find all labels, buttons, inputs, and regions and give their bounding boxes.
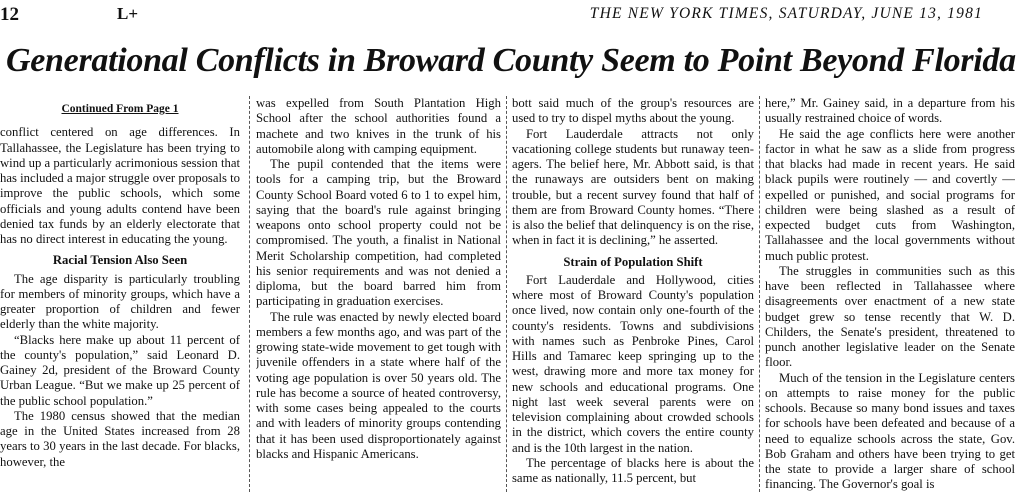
paragraph: here,” Mr. Gainey said, in a departure from his usually restrained choice of words. [765,96,1015,126]
column-rule [759,96,760,492]
paragraph: The rule was enacted by newly elected board members a few months ago, and was part of the growing state-wide movement to get tough with juvenile offenders in a state where half of the voting age population is over 50 years old. The rule has become a source of heated controversy, with some cases being appealed to the courts and with leaders of minority groups contending that it has been used disproportionately against blacks and Hispanic Americans. [256,309,501,461]
headline: Generational Conflicts in Broward County Seem to Point Beyond Florida [6,42,1016,79]
paragraph: Fort Lauderdale and Hollywood, cities where most of Broward County's population once lived, now contain only one-fourth of the county's residents. Towns and subdivisions with names such as Penbroke Pines, Carol Hills and Tamarec keep springing up to the west, drawing more and more tax money for new schools and educational programs. One night last week several parents were on television complaining about crowded schools in the district, which covers the entire county and is the 10th largest in the nation. [512,272,754,455]
subheading: Racial Tension Also Seen [52,253,188,268]
article-column-3 [512,96,754,492]
article-column-1 [0,96,240,492]
continued-from-label: Continued From Page 1 [61,103,179,115]
edition-mark: L+ [117,4,139,23]
paragraph: He said the age conflicts here were another factor in what he saw as a slide from progress that blacks had made in recent years. He said black pupils were routinely — and covertly — expelled or punished, and social programs for children were being slashed as a result of expected budget cuts from Washington, Tallahassee and the local governments without much public protest. [765,126,1015,263]
paragraph: bott said much of the group's resources are used to try to dispel myths about the young. [512,96,754,126]
paragraph: The percentage of blacks here is about the same as nationally, 11.5 percent, but [512,455,754,485]
paragraph: “Blacks here make up about 11 percent of the county's population,” said Leonard D. Gainey 2d, president of the Broward County Urban League. “But we make up 25 percent of the public school population.” [0,332,240,408]
paragraph: The age disparity is particularly troubling for members of minority groups, which have a greater proportion of children and fewer elderly than the white majority. [0,271,240,332]
article-column-2 [256,96,501,492]
paragraph: The 1980 census showed that the median age in the United States increased from 28 years to 30 years in the last decade. For blacks, however, the [0,408,240,469]
subheading: Strain of Population Shift [563,254,703,269]
column-rule [249,96,250,492]
paragraph: conflict centered on age differences. In Tallahassee, the Legislature has been trying to wind up a particularly acrimonious session that has included a major struggle over proposals to improve the public schools, which some officials and young adults contend have been denied tax funds by an elderly electorate that has no direct interest in educating the young. [0,125,240,246]
dateline: THE NEW YORK TIMES, SATURDAY, JUNE 13, 1981 [589,5,983,22]
paragraph: The struggles in communities such as this have been reflected in Tallahassee where disagreements over enactment of a new state budget grew so tense recently that W. D. Childers, the Senate's president, threatened to punch another legislative leader on the Senate floor. [765,263,1015,370]
paragraph: Fort Lauderdale attracts not only vacationing college students but runaway teen-agers. The belief here, Mr. Abbott said, is that the runaways are outsiders bent on making trouble, but a recent survey found that half of them are from Broward County homes. “There is also the belief that delinquency is on the rise, when in fact it is declining,” he asserted. [512,126,754,248]
paragraph: Much of the tension in the Legislature centers on attempts to raise money for the public schools. Because so many bond issues and taxes for schools have been defeated and because of a need to equalize schools across the state, Gov. Bob Graham and others have been trying to get the state to provide a larger share of school financing. The Governor's goal is [765,370,1015,492]
column-rule [506,96,507,492]
paragraph: was expelled from South Plantation High School after the school authorities found a machete and two knives in the trunk of his automobile along with camping equipment. [256,96,501,156]
masthead [0,0,1023,28]
article-column-4 [765,96,1015,492]
paragraph: The pupil contended that the items were tools for a camping trip, but the Broward County School Board voted 6 to 1 to expel him, saying that the board's rule against bringing weapons onto school property could not be compromised. The youth, a finalist in National Merit Scholarship competition, had completed his senior requirements and was not denied a diploma, but the board barred him from participating in graduation exercises. [256,157,501,309]
page-number: 12 [0,4,19,25]
